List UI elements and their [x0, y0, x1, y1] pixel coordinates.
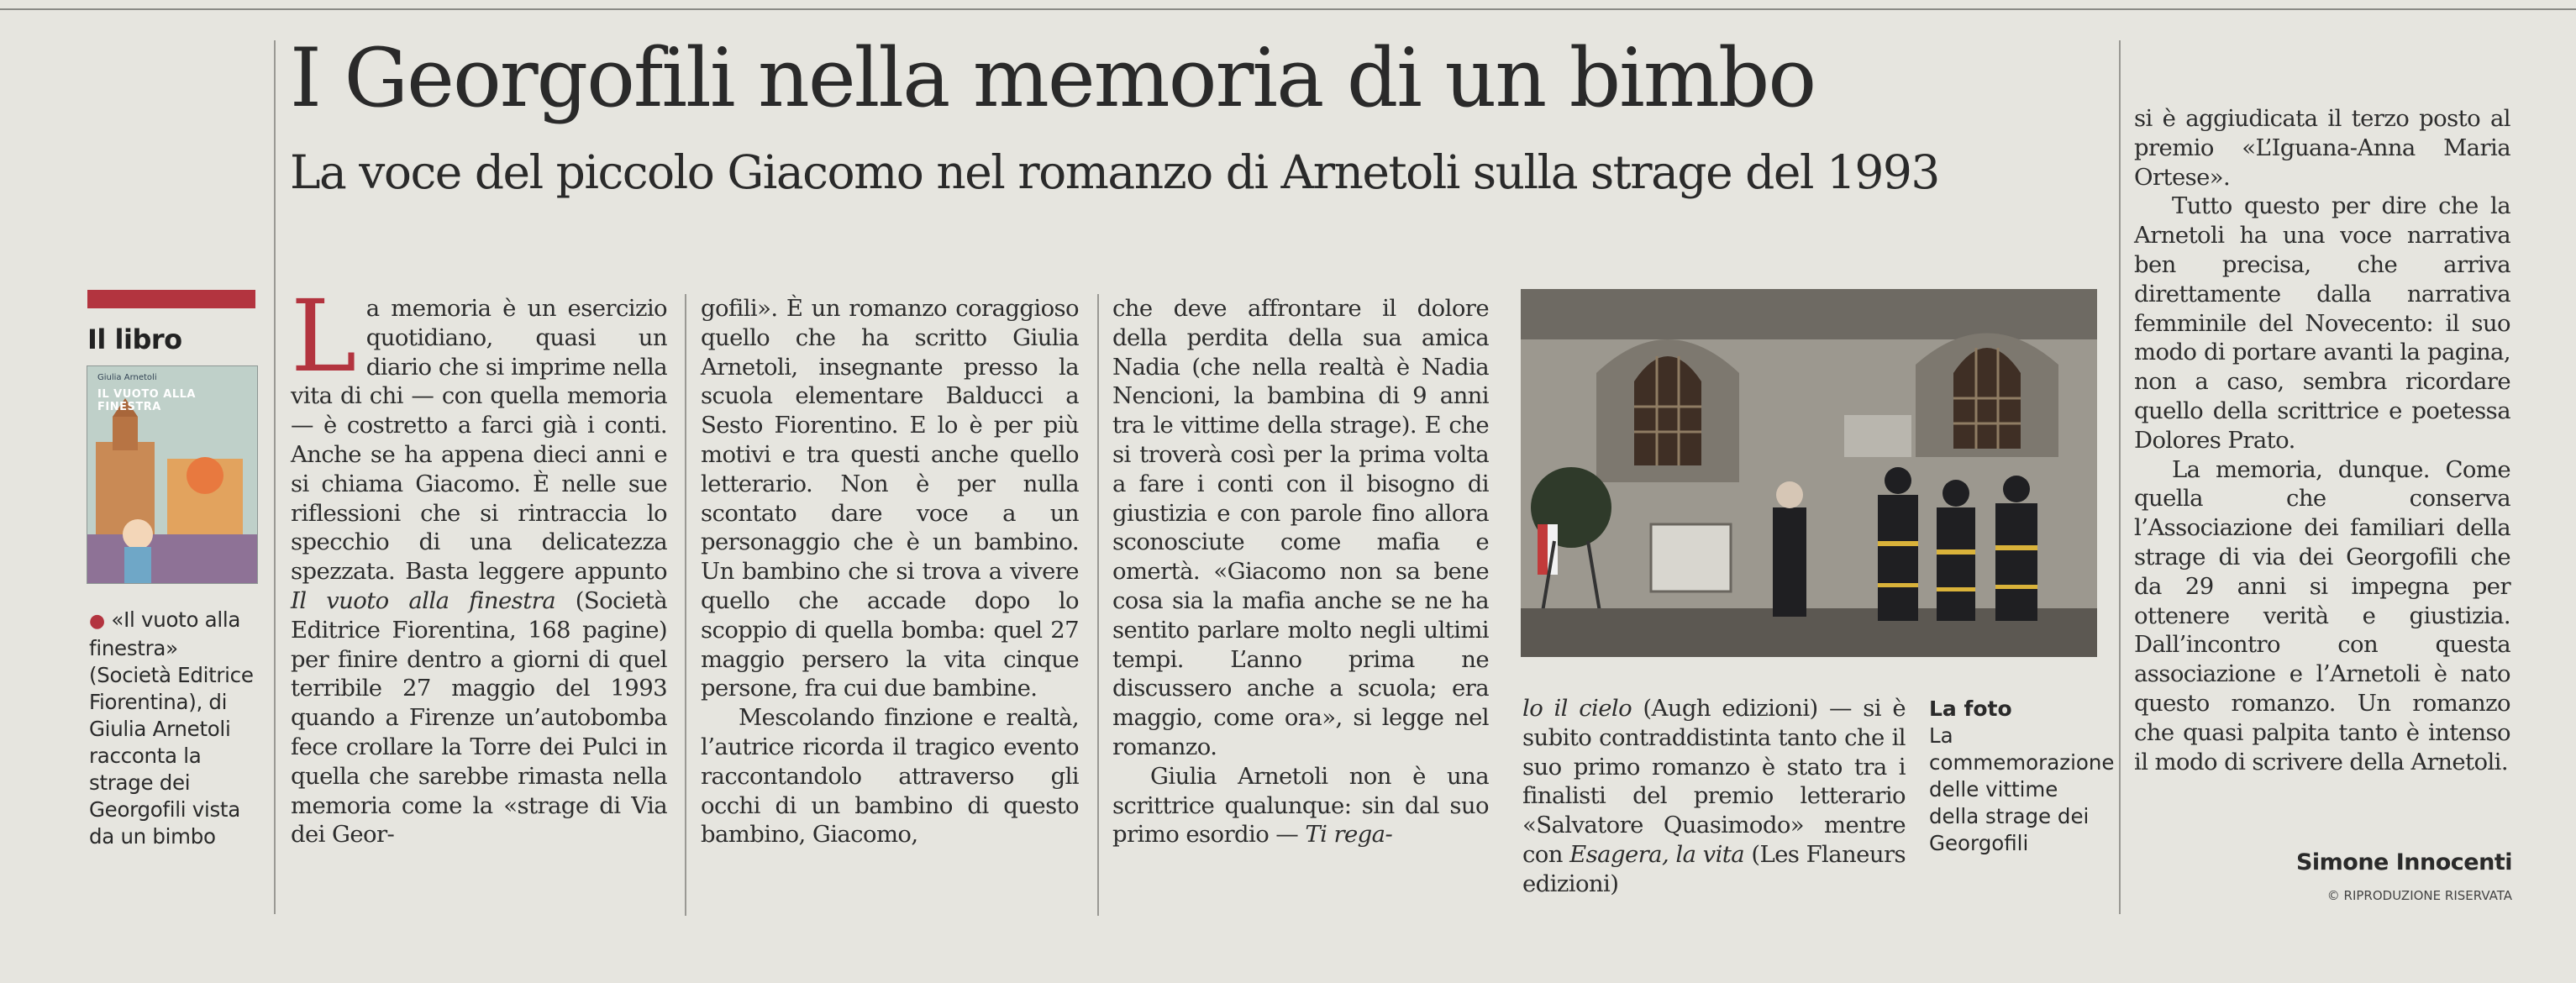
book-title-italic: lo il cielo — [1522, 695, 1632, 722]
cover-title: IL VUOTO ALLA FINESTRA — [97, 388, 196, 413]
paragraph: La memoria, dunque. Come quella che conserva l’Associazione dei familiari della strage di via dei Georgofili che da 29 anni si impegna per ottenere verità e giustizia. Dall’incontro con questa associazione e l’Arnetoli è nato questo romanzo. Un romanzo che quasi palpita tanto è intenso il modo di scrivere della Arnetoli. — [2134, 455, 2510, 775]
commemoration-photo — [1521, 289, 2097, 657]
cover-author: Giulia Arnetoli — [97, 373, 157, 382]
text-column-1 — [291, 278, 668, 849]
book-caption-text: (Società Editrice Fiorentina), di Giulia Arnetoli racconta la strage dei Georgofili vista da un bimbo — [89, 663, 254, 849]
text-column-3 — [1112, 294, 1489, 849]
photo-caption-text: La commemorazione delle vittime della strage dei Georgofili — [1929, 723, 2115, 855]
book-caption — [89, 607, 265, 850]
article-title: I Georgofili nella memoria di un bimbo — [290, 31, 1816, 125]
top-rule — [0, 8, 2576, 10]
paragraph: gofili». È un romanzo coraggioso quello che ha scritto Giulia Arnetoli, insegnante presso la scuola elementare Balducci a Sesto Fiorentino. E lo è per più motivi e tra questi anche quello letterario. Non è per nulla scontato dare voce a un personaggio che è un bambino. Un bambino che si trova a vivere quello che accade dopo lo scoppio di quella bomba: quel 27 maggio persero la vita cinque persone, fra cui due bambine. — [701, 295, 1079, 702]
article-subtitle: La voce del piccolo Giacomo nel romanzo di Arnetoli sulla strage del 1993 — [290, 145, 1939, 199]
text-column-5 — [2134, 104, 2510, 776]
sidebar-heading: Il libro — [87, 323, 182, 355]
photo-caption-label: La foto — [1929, 697, 2012, 721]
text-column-2 — [701, 294, 1079, 849]
column-rule-2 — [685, 294, 686, 916]
book-caption-title: «Il vuoto alla finestra» — [89, 607, 241, 660]
author-byline: Simone Innocenti — [2295, 849, 2512, 875]
paragraph-text: (Società Editrice Fiorentina, 168 pagine) per finire dentro a giorni di quel terribile 27 maggio del 1993 quando a Firenze un’autobomba fece crollare la Torre dei Pulci in quella che sarebbe rimasta nella memoria come la «strage di Via dei Geor- — [291, 586, 668, 849]
paragraph: Mescolando finzione e realtà, l’autrice ricorda il tragico evento raccontandolo attraverso gli occhi di un bambino di questo bambino, Giacomo, — [701, 704, 1079, 849]
paragraph: si è aggiudicata il terzo posto al premio «L’Iguana-Anna Maria Ortese». — [2134, 105, 2510, 191]
column-rule-3 — [1097, 294, 1099, 916]
paragraph-text: (Augh edizioni) — si è subito contraddistinta tanto che il suo primo romanzo è stato tra i finalisti del premio letterario «Salvatore Quasimodo» mentre con — [1522, 695, 1906, 868]
paragraph — [1522, 694, 1906, 899]
book-title-italic: Esagera, la vita — [1569, 840, 1745, 868]
text-column-4 — [1522, 694, 1906, 899]
paragraph: Tutto questo per dire che la Arnetoli ha una voce narrativa ben precisa, che arriva direttamente dalla narrativa femminile del Novecento: il suo modo di portare avanti la pagina, non a caso, sembra ricordare quello della scrittrice e poetessa Dolores Prato. — [2134, 192, 2510, 454]
paragraph-text: (Les Flaneurs edizioni) — [1522, 840, 1906, 897]
sidebar-accent-bar — [87, 290, 255, 308]
paragraph: che deve affrontare il dolore della perdita della sua amica Nadia (che nella realtà è Nadia Nencioni, la bambina di 9 anni tra le vittime della strage). E che si troverà così per la prima volta a fare i conti con il bisogno di giustizia e con parole fino allora sconosciute come mafia e omertà. «Giacomo non sa bene cosa sia la mafia anche se ne ha sentito parlare molto negli ultimi tempi. L’anno prima ne discussero anche a scuola; era maggio, come ora», si legge nel romanzo. — [1112, 295, 1489, 760]
bullet-icon: ● — [89, 611, 105, 632]
photo-illustration — [1521, 289, 2097, 657]
book-title-italic: Ti rega- — [1305, 821, 1393, 849]
drop-cap: L — [291, 278, 356, 394]
paragraph — [1112, 762, 1489, 849]
paragraph-text: Giulia Arnetoli non è una scrittrice qualunque: sin dal suo primo esordio — — [1112, 762, 1489, 849]
paragraph — [291, 278, 668, 849]
book-cover-image — [87, 366, 257, 583]
copyright-notice: © RIPRODUZIONE RISERVATA — [2326, 888, 2512, 903]
paragraph-text: a memoria è un esercizio quotidiano, quasi un diario che si imprime nella vita di chi — con quella memoria — è costretto a farci già i conti. Anche se ha appena dieci anni e si chiama Giacomo. È nelle sue riflessioni che si rintraccia lo specchio di una delicatezza spezzata. Basta leggere appunto — [291, 295, 667, 586]
book-title-italic: Il vuoto alla finestra — [291, 586, 555, 614]
photo-caption — [1929, 696, 2115, 857]
column-rule-right — [2119, 40, 2121, 914]
column-rule-left — [274, 40, 276, 914]
